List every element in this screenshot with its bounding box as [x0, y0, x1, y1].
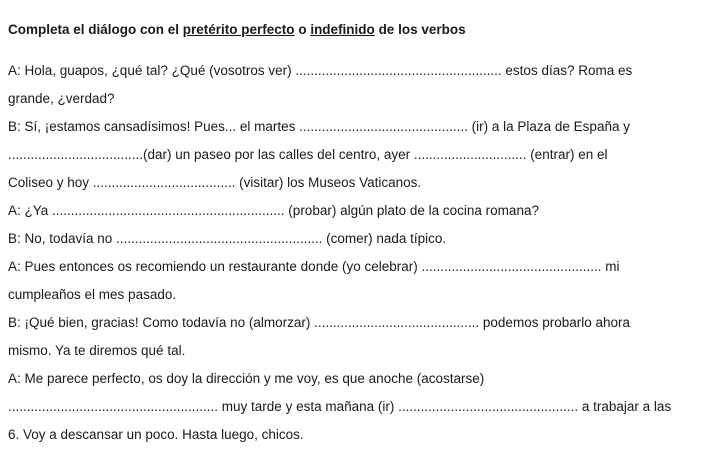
instructions-text-1: Completa el diálogo con el [8, 22, 183, 37]
instructions-text-3: de los verbos [374, 22, 466, 37]
dialogue-line-14: 6. Voy a descansar un poco. Hasta luego, chicos. [8, 427, 304, 442]
dialogue-line-6: A: ¿Ya .............................................................. (probar) algún plato de la cocina romana? [8, 203, 539, 218]
dialogue-line-13: ........................................................ muy tarde y esta mañana (ir) ................................................ a trabajar a las [8, 399, 672, 414]
dialogue-line-5: Coliseo y hoy ...................................... (visitar) los Museos Vaticanos. [8, 175, 422, 190]
dialogue-line-4: ....................................(dar) un paseo por las calles del centro, ayer .............................. (entrar) en el [8, 147, 608, 162]
dialogue-line-11: mismo. Ya te diremos qué tal. [8, 343, 186, 358]
dialogue-line-8: A: Pues entonces os recomiendo un restaurante donde (yo celebrar) ................................................ mi [8, 259, 620, 274]
dialogue-line-12: A: Me parece perfecto, os doy la dirección y me voy, es que anoche (acostarse) [8, 371, 485, 386]
instructions-underlined-indefinido: indefinido [310, 22, 375, 37]
dialogue-line-3: B: Sí, ¡estamos cansadísimos! Pues... el martes ............................................. (ir) a la Plaza de España y [8, 119, 630, 134]
instructions-underlined-preterito-perfecto: pretérito perfecto [182, 22, 295, 37]
exercise-instructions [8, 22, 466, 37]
dialogue-line-1: A: Hola, guapos, ¿qué tal? ¿Qué (vosotros ver) ....................................................... estos días? Roma es [8, 63, 633, 78]
dialogue-line-9: cumpleaños el mes pasado. [8, 287, 177, 302]
instructions-text-2: o [294, 22, 311, 37]
dialogue-line-2: grande, ¿verdad? [8, 91, 115, 106]
dialogue-line-10: B: ¡Qué bien, gracias! Como todavía no (almorzar) ............................................ podemos probarlo ahora [8, 315, 631, 330]
dialogue-line-7: B: No, todavía no ....................................................... (comer) nada típico. [8, 231, 447, 246]
